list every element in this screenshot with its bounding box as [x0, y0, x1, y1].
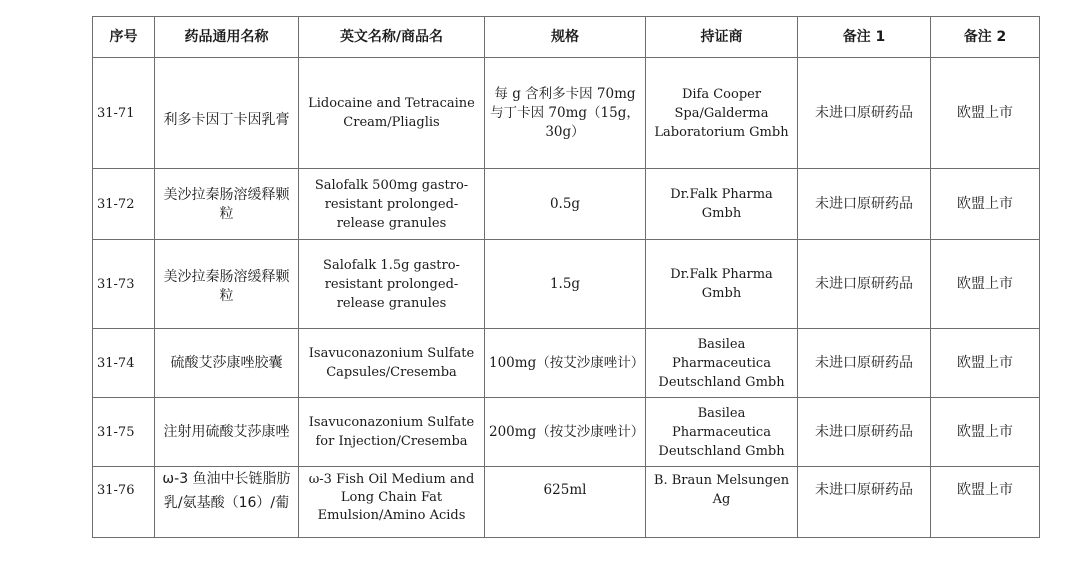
row-note1: 未进口原研药品: [798, 398, 931, 467]
row-note2: 欧盟上市: [931, 169, 1040, 240]
row-generic-name: 硫酸艾莎康唑胶囊: [155, 329, 299, 398]
header-holder: 持证商: [646, 17, 798, 58]
header-spec: 规格: [485, 17, 646, 58]
row-holder: Difa Cooper Spa/Galderma Laboratorium Gmbh: [646, 58, 798, 169]
header-note2: 备注 2: [931, 17, 1040, 58]
row-note1: 未进口原研药品: [798, 240, 931, 329]
row-note1: 未进口原研药品: [798, 169, 931, 240]
row-english-name: Salofalk 1.5g gastro-resistant prolonged-release granules: [299, 240, 485, 329]
row-no: 31-72: [93, 169, 155, 240]
row-spec: 每 g 含利多卡因 70mg 与丁卡因 70mg（15g，30g）: [485, 58, 646, 169]
row-generic-name: 美沙拉秦肠溶缓释颗粒: [155, 169, 299, 240]
row-generic-name: ω-3 鱼油中长链脂肪乳/氨基酸（16）/葡: [155, 467, 299, 538]
row-no: 31-74: [93, 329, 155, 398]
row-no: 31-73: [93, 240, 155, 329]
table-row: [93, 467, 1040, 538]
row-english-name: Lidocaine and Tetracaine Cream/Pliaglis: [299, 58, 485, 169]
row-note2: 欧盟上市: [931, 398, 1040, 467]
row-note2: 欧盟上市: [931, 58, 1040, 169]
header-note1: 备注 1: [798, 17, 931, 58]
row-generic-name: 美沙拉秦肠溶缓释颗粒: [155, 240, 299, 329]
row-note1: 未进口原研药品: [798, 58, 931, 169]
row-note1: 未进口原研药品: [798, 467, 931, 538]
table-row: [93, 240, 1040, 329]
row-note2: 欧盟上市: [931, 329, 1040, 398]
row-spec: 200mg（按艾沙康唑计）: [485, 398, 646, 467]
row-holder: B. Braun Melsungen Ag: [646, 467, 798, 538]
header-english-name: 英文名称/商品名: [299, 17, 485, 58]
row-holder: Basilea Pharmaceutica Deutschland Gmbh: [646, 398, 798, 467]
row-no: 31-71: [93, 58, 155, 169]
row-no: 31-76: [93, 467, 155, 538]
row-note1: 未进口原研药品: [798, 329, 931, 398]
row-note2: 欧盟上市: [931, 467, 1040, 538]
table-row: [93, 169, 1040, 240]
row-holder: Basilea Pharmaceutica Deutschland Gmbh: [646, 329, 798, 398]
row-english-name: Salofalk 500mg gastro-resistant prolonged-release granules: [299, 169, 485, 240]
row-holder: Dr.Falk Pharma Gmbh: [646, 240, 798, 329]
row-generic-name: 注射用硫酸艾莎康唑: [155, 398, 299, 467]
header-row: [93, 17, 1040, 58]
row-spec: 0.5g: [485, 169, 646, 240]
row-spec: 625ml: [485, 467, 646, 538]
drug-table: [92, 16, 1040, 538]
table-row: [93, 398, 1040, 467]
table-row: [93, 329, 1040, 398]
row-spec: 1.5g: [485, 240, 646, 329]
row-holder: Dr.Falk Pharma Gmbh: [646, 169, 798, 240]
row-english-name: ω-3 Fish Oil Medium and Long Chain Fat Emulsion/Amino Acids: [299, 467, 485, 538]
row-no: 31-75: [93, 398, 155, 467]
row-english-name: Isavuconazonium Sulfate for Injection/Cresemba: [299, 398, 485, 467]
row-note2: 欧盟上市: [931, 240, 1040, 329]
table-row: [93, 58, 1040, 169]
row-spec: 100mg（按艾沙康唑计）: [485, 329, 646, 398]
row-generic-name: 利多卡因丁卡因乳膏: [155, 58, 299, 169]
row-english-name: Isavuconazonium Sulfate Capsules/Cresemba: [299, 329, 485, 398]
header-no: 序号: [93, 17, 155, 58]
header-generic-name: 药品通用名称: [155, 17, 299, 58]
